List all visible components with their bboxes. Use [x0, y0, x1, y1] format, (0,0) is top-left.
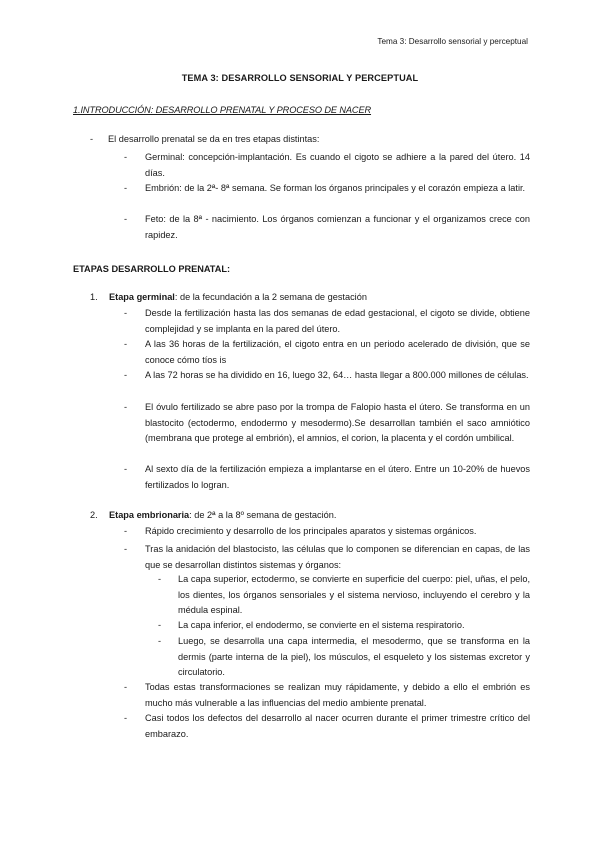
- bullet-dash: -: [124, 526, 128, 536]
- stage-subtitle: : de 2ª a la 8º semana de gestación.: [189, 510, 337, 520]
- list-item-text: Embrión: de la 2ª- 8ª semana. Se forman los órganos principales y el corazón empieza a latir.: [145, 183, 526, 193]
- running-header: Tema 3: Desarrollo sensorial y perceptual: [377, 37, 528, 46]
- list-item-text: Feto: de la 8ª - nacimiento. Los órganos comienzan a funcionar y el organizamos crece con rapidez.: [145, 214, 530, 240]
- section-heading-introduccion: 1.INTRODUCCIÓN: DESARROLLO PRENATAL Y PROCESO DE NACER: [73, 105, 372, 115]
- bullet-dash: -: [124, 214, 128, 224]
- list-item-text: Germinal: concepción-implantación. Es cuando el cigoto se adhiere a la pared del útero. 14 días.: [145, 152, 530, 178]
- bullet-dash: -: [124, 544, 128, 554]
- list-item-text: Al sexto día de la fertilización empieza a implantarse en el útero. Entre un 10-20% de huevos fertilizados lo logran.: [145, 464, 530, 490]
- bullet-dash: -: [124, 339, 128, 349]
- intro-text: El desarrollo prenatal se da en tres etapas distintas:: [108, 134, 320, 144]
- stage-subtitle: : de la fecundación a la 2 semana de gestación: [174, 292, 367, 302]
- etapas-heading: ETAPAS DESARROLLO PRENATAL:: [73, 264, 231, 274]
- bullet-dash: -: [90, 134, 94, 144]
- stage-title: [109, 508, 336, 524]
- stage-title: [109, 290, 367, 306]
- bullet-dash: -: [124, 682, 128, 692]
- bullet-dash: -: [124, 464, 128, 474]
- list-item-text: Tras la anidación del blastocisto, las células que lo componen se diferencian en capas, de las que se desarrollan distintos sistemas y órganos:: [145, 544, 530, 570]
- list-item-text: A las 36 horas de la fertilización, el cigoto entra en un periodo acelerado de división, que se conoce cómo tíos is: [145, 339, 530, 365]
- bullet-dash: -: [124, 370, 128, 380]
- list-item-text: Luego, se desarrolla una capa intermedia, el mesodermo, que se transforma en la dermis (parte interna de la piel), los músculos, el esqueleto y los sistemas excretor y circulatorio.: [178, 636, 530, 677]
- bullet-dash: -: [158, 620, 162, 630]
- list-item-text: La capa superior, ectodermo, se convierte en superficie del cuerpo: piel, uñas, el pelo, los dientes, los órganos sensoriales y el sistema nervioso, incluyendo el cerebro y la médula espinal.: [178, 574, 530, 615]
- list-item-text: La capa inferior, el endodermo, se convierte en el sistema respiratorio.: [178, 620, 465, 630]
- document-title: TEMA 3: DESARROLLO SENSORIAL Y PERCEPTUAL: [181, 73, 419, 83]
- list-item-text: Desde la fertilización hasta las dos semanas de edad gestacional, el cigoto se divide, obtiene complejidad y se implanta en la pared del útero.: [145, 308, 530, 334]
- list-item-text: El óvulo fertilizado se abre paso por la trompa de Falopio hasta el útero. Se transforma en un blastocito (ectodermo, endodermo y mesodermo).Se desarrollan también el saco amniótico (membrana que protege al embrión), el amnios, el corion, la placenta y el cordón umbilical.: [145, 402, 530, 443]
- stage-number: 1.: [90, 292, 98, 302]
- bullet-dash: -: [158, 574, 162, 584]
- stage-number: 2.: [90, 510, 98, 520]
- bullet-dash: -: [124, 713, 128, 723]
- bullet-dash: -: [124, 308, 128, 318]
- list-item-text: A las 72 horas se ha dividido en 16, luego 32, 64… hasta llegar a 800.000 millones de células.: [145, 370, 529, 380]
- bullet-dash: -: [158, 636, 162, 646]
- bullet-dash: -: [124, 183, 128, 193]
- list-item-text: Casi todos los defectos del desarrollo al nacer ocurren durante el primer trimestre crítico del embarazo.: [145, 713, 530, 739]
- bullet-dash: -: [124, 402, 128, 412]
- stage-name: Etapa germinal: [109, 292, 175, 302]
- bullet-dash: -: [124, 152, 128, 162]
- list-item-text: Rápido crecimiento y desarrollo de los principales aparatos y sistemas orgánicos.: [145, 526, 477, 536]
- list-item-text: Todas estas transformaciones se realizan muy rápidamente, y debido a ello el embrión es mucho más vulnerable a las influencias del medio ambiente prenatal.: [145, 682, 530, 708]
- stage-name: Etapa embrionaria: [109, 510, 190, 520]
